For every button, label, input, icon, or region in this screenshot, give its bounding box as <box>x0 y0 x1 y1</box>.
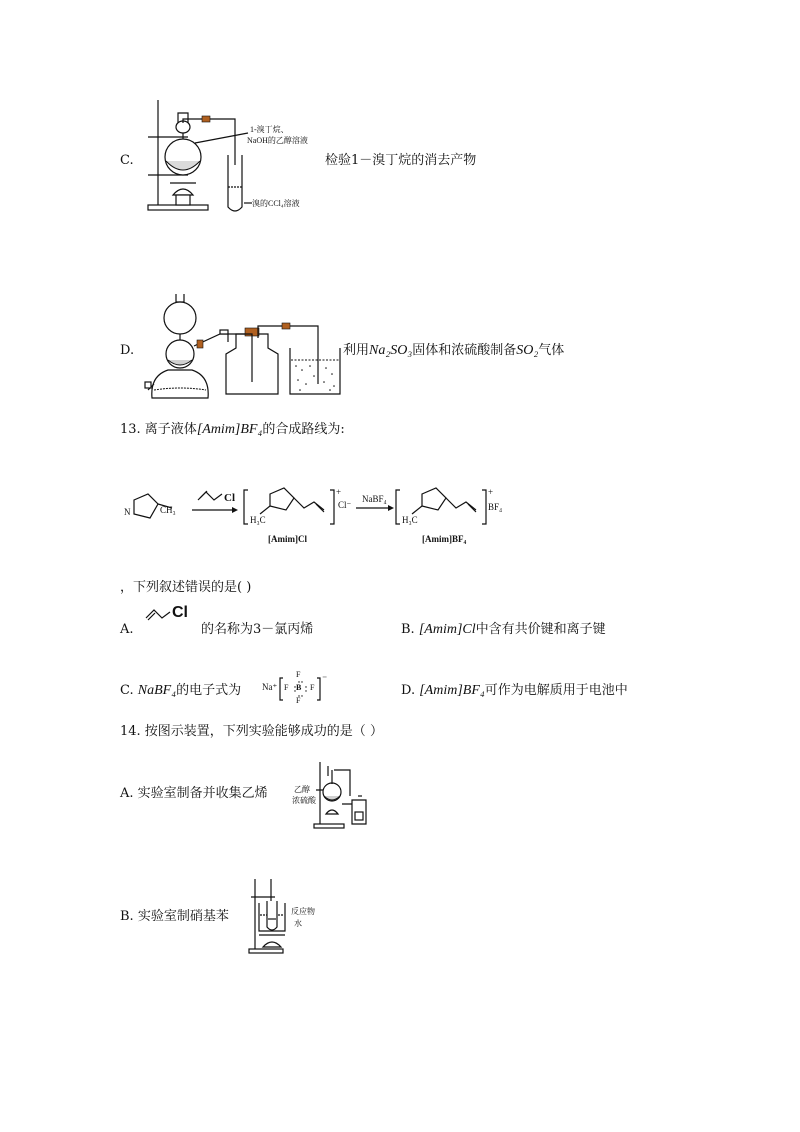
electron-formula-b: B <box>296 683 302 692</box>
q13-stem-pre: 13. 离子液体 <box>120 422 197 437</box>
q13-option-d <box>401 682 628 700</box>
route-plus-2: + <box>488 487 494 497</box>
option-d-text-post: 气体 <box>538 343 565 358</box>
electron-formula-f-left: F <box>284 683 289 692</box>
q13-option-d-letter: D. <box>401 683 416 698</box>
route-cl-anion: Cl⁻ <box>338 500 352 510</box>
nitrobenzene-label-water: 水 <box>294 919 302 928</box>
route-name-amim-cl: [Amim]Cl <box>268 534 307 544</box>
q13-option-b-text: 中含有共价键和离子键 <box>475 622 606 637</box>
route-bf4-anion: BF₄ <box>488 502 503 512</box>
option-d-description <box>343 342 564 360</box>
label-test-tube: 溴的CCl₄溶液 <box>252 199 300 208</box>
ethylene-label-sulfuric-acid: 浓硫酸 <box>292 796 316 805</box>
q13-option-c <box>120 682 241 700</box>
q13-option-a-cl: Cl <box>172 604 188 621</box>
question-13-prompt: ，下列叙述错误的是( ) <box>120 580 252 595</box>
route-ch3-label: CH₃ <box>160 505 176 515</box>
label-flask-contents-2: NaOH的乙醇溶液 <box>247 136 308 145</box>
ethylene-apparatus-diagram <box>312 760 374 830</box>
electron-formula-f-right: F <box>310 683 315 692</box>
so2-generation-apparatus-diagram <box>140 290 345 400</box>
q13-option-b-formula: [Amim]Cl <box>418 622 476 637</box>
electron-formula-f-bottom: F <box>296 696 301 705</box>
route-n-label-1: N <box>124 507 131 517</box>
option-d-letter: D. <box>120 343 135 358</box>
route-reagent-cl: Cl <box>224 492 235 504</box>
ethylene-label-ethanol: 乙醇 <box>294 785 310 794</box>
question-14-stem: 14. 按图示装置，下列实验能够成功的是（ ） <box>120 724 383 739</box>
q14-option-b-text: B. 实验室制硝基苯 <box>120 909 229 924</box>
q13-option-b <box>401 621 606 639</box>
q13-option-d-text: 可作为电解质用于电池中 <box>484 683 628 698</box>
na2so3-formula: Na₂SO₃ <box>369 343 413 358</box>
q13-option-d-formula: [Amim]BF₄ <box>419 683 485 698</box>
electron-formula-charge: ⁻ <box>322 674 328 685</box>
so2-formula: SO₂ <box>516 343 539 358</box>
q13-option-c-letter: C. <box>120 683 134 698</box>
q13-stem-post: 的合成路线为: <box>262 422 345 437</box>
synthesis-route-diagram <box>120 480 520 560</box>
q13-option-a-text: 的名称为3－氯丙烯 <box>201 622 314 637</box>
route-plus-1: + <box>336 487 342 497</box>
option-c-letter: C. <box>120 153 134 168</box>
route-h3c-2: H₃C <box>402 515 418 525</box>
question-13-stem <box>120 421 345 439</box>
label-flask-contents-1: 1-溴丁烷、 <box>250 125 289 134</box>
q14-option-a-text: A. 实验室制备并收集乙烯 <box>120 786 268 801</box>
bromobutane-elimination-apparatus-diagram <box>140 95 340 215</box>
electron-formula-na: Na⁺ <box>262 682 278 692</box>
q13-option-c-text: 的电子式为 <box>176 683 242 698</box>
nitrobenzene-label-reactants: 反应物 <box>291 907 315 916</box>
q13-option-b-letter: B. <box>401 622 415 637</box>
option-c-description: 检验1－溴丁烷的消去产物 <box>325 153 477 168</box>
q13-option-a-letter: A. <box>120 622 134 637</box>
electron-formula-f-top: F <box>296 670 301 679</box>
nitrobenzene-apparatus-diagram <box>245 875 297 955</box>
route-name-amim-bf4: [Amim]BF₄ <box>422 534 467 544</box>
route-h3c-1: H₃C <box>250 515 266 525</box>
option-d-text-pre: 利用 <box>343 343 370 358</box>
q13-stem-formula: [Amim]BF₄ <box>196 422 263 437</box>
route-arrow-reagent: NaBF₄ <box>362 494 387 504</box>
q13-option-c-formula: NaBF₄ <box>137 683 177 698</box>
option-d-text-mid: 固体和浓硫酸制备 <box>412 343 517 358</box>
